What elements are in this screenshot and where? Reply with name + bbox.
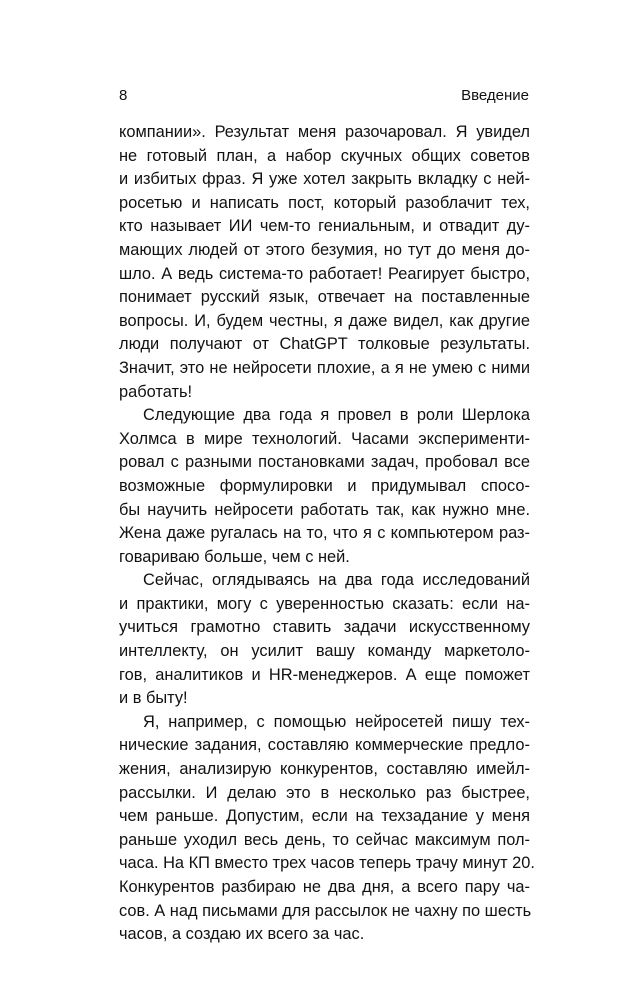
page-header [119,86,529,108]
text-line: компании». Результат меня разочаровал. Я увидел [119,123,530,141]
text-line: нические задания, составляю коммерческие предло- [119,736,530,755]
text-line: работать! [119,382,193,401]
text-line: жения, анализирую конкурентов, составляю имейл- [119,760,530,779]
text-line: Я, например, с помощью нейросетей пишу тех- [143,712,530,731]
text-line: чем раньше. Допустим, если на техзадание у меня [119,807,530,826]
page-number: 8 [119,87,128,104]
text-line: гов, аналитиков и HR-менеджеров. А еще поможет [119,665,530,684]
text-line: кто называет ИИ чем-то гениальным, и отвадит ду- [119,217,530,236]
text-line: раньше уходил весь день, то сейчас максимум пол- [119,830,530,849]
text-line: и в быту! [119,689,188,708]
body-text [119,121,535,947]
text-line: интеллекту, он усилит вашу команду маркетоло- [119,642,530,661]
paragraph [119,711,535,947]
text-line: учиться грамотно ставить задачи искусственному [119,618,530,637]
text-line: Значит, это не нейросети плохие, а я не умею с ними [119,358,530,377]
text-line: и практики, могу с уверенностью сказать: если на- [119,594,530,613]
text-line: росетью и написать пост, который разоблачит тех, [119,193,530,212]
text-line: Холмса в мире технологий. Часами эксперименти- [119,429,530,448]
text-line: шло. А ведь система-то работает! Реагирует быстро, [119,264,530,283]
text-line: Следующие два года я провел в роли Шерлока [143,406,530,425]
text-line: часов, а создаю их всего за час. [119,925,365,944]
text-line: понимает русский язык, отвечает на поставленные [119,288,530,307]
paragraph [119,121,530,404]
text-line: рассылки. И делаю это в несколько раз быстрее, [119,783,530,802]
paragraph [119,404,530,569]
text-line: сов. А над письмами для рассылок не чахну по шесть [119,901,532,920]
text-line: вопросы. И, будем честны, я даже видел, как другие [119,311,530,330]
text-line: Конкурентов разбираю не два дня, а всего пару ча- [119,878,530,896]
running-title: Введение [461,87,529,104]
text-line: люди получают от ChatGPT толковые результаты. [119,335,530,354]
text-line: и избитых фраз. Я уже хотел закрыть вкладку с ней- [119,170,530,189]
text-line: не готовый план, а набор скучных общих советов [119,146,530,165]
text-line: часа. На КП вместо трех часов теперь трачу минут 20. [119,854,535,873]
paragraph [119,569,530,711]
text-line: мающих людей от этого безумия, но тут до меня до- [119,240,530,259]
text-line: бы научить нейросети работать так, как нужно мне. [119,500,530,519]
text-line: Жена даже ругалась на то, что я с компьютером раз- [119,524,530,543]
text-line: ровал с разными постановками задач, пробовал все [119,453,530,472]
text-line: Сейчас, оглядываясь на два года исследований [143,571,530,590]
text-line: возможные формулировки и придумывал спосо- [119,476,530,495]
text-line: говариваю больше, чем с ней. [119,547,350,566]
